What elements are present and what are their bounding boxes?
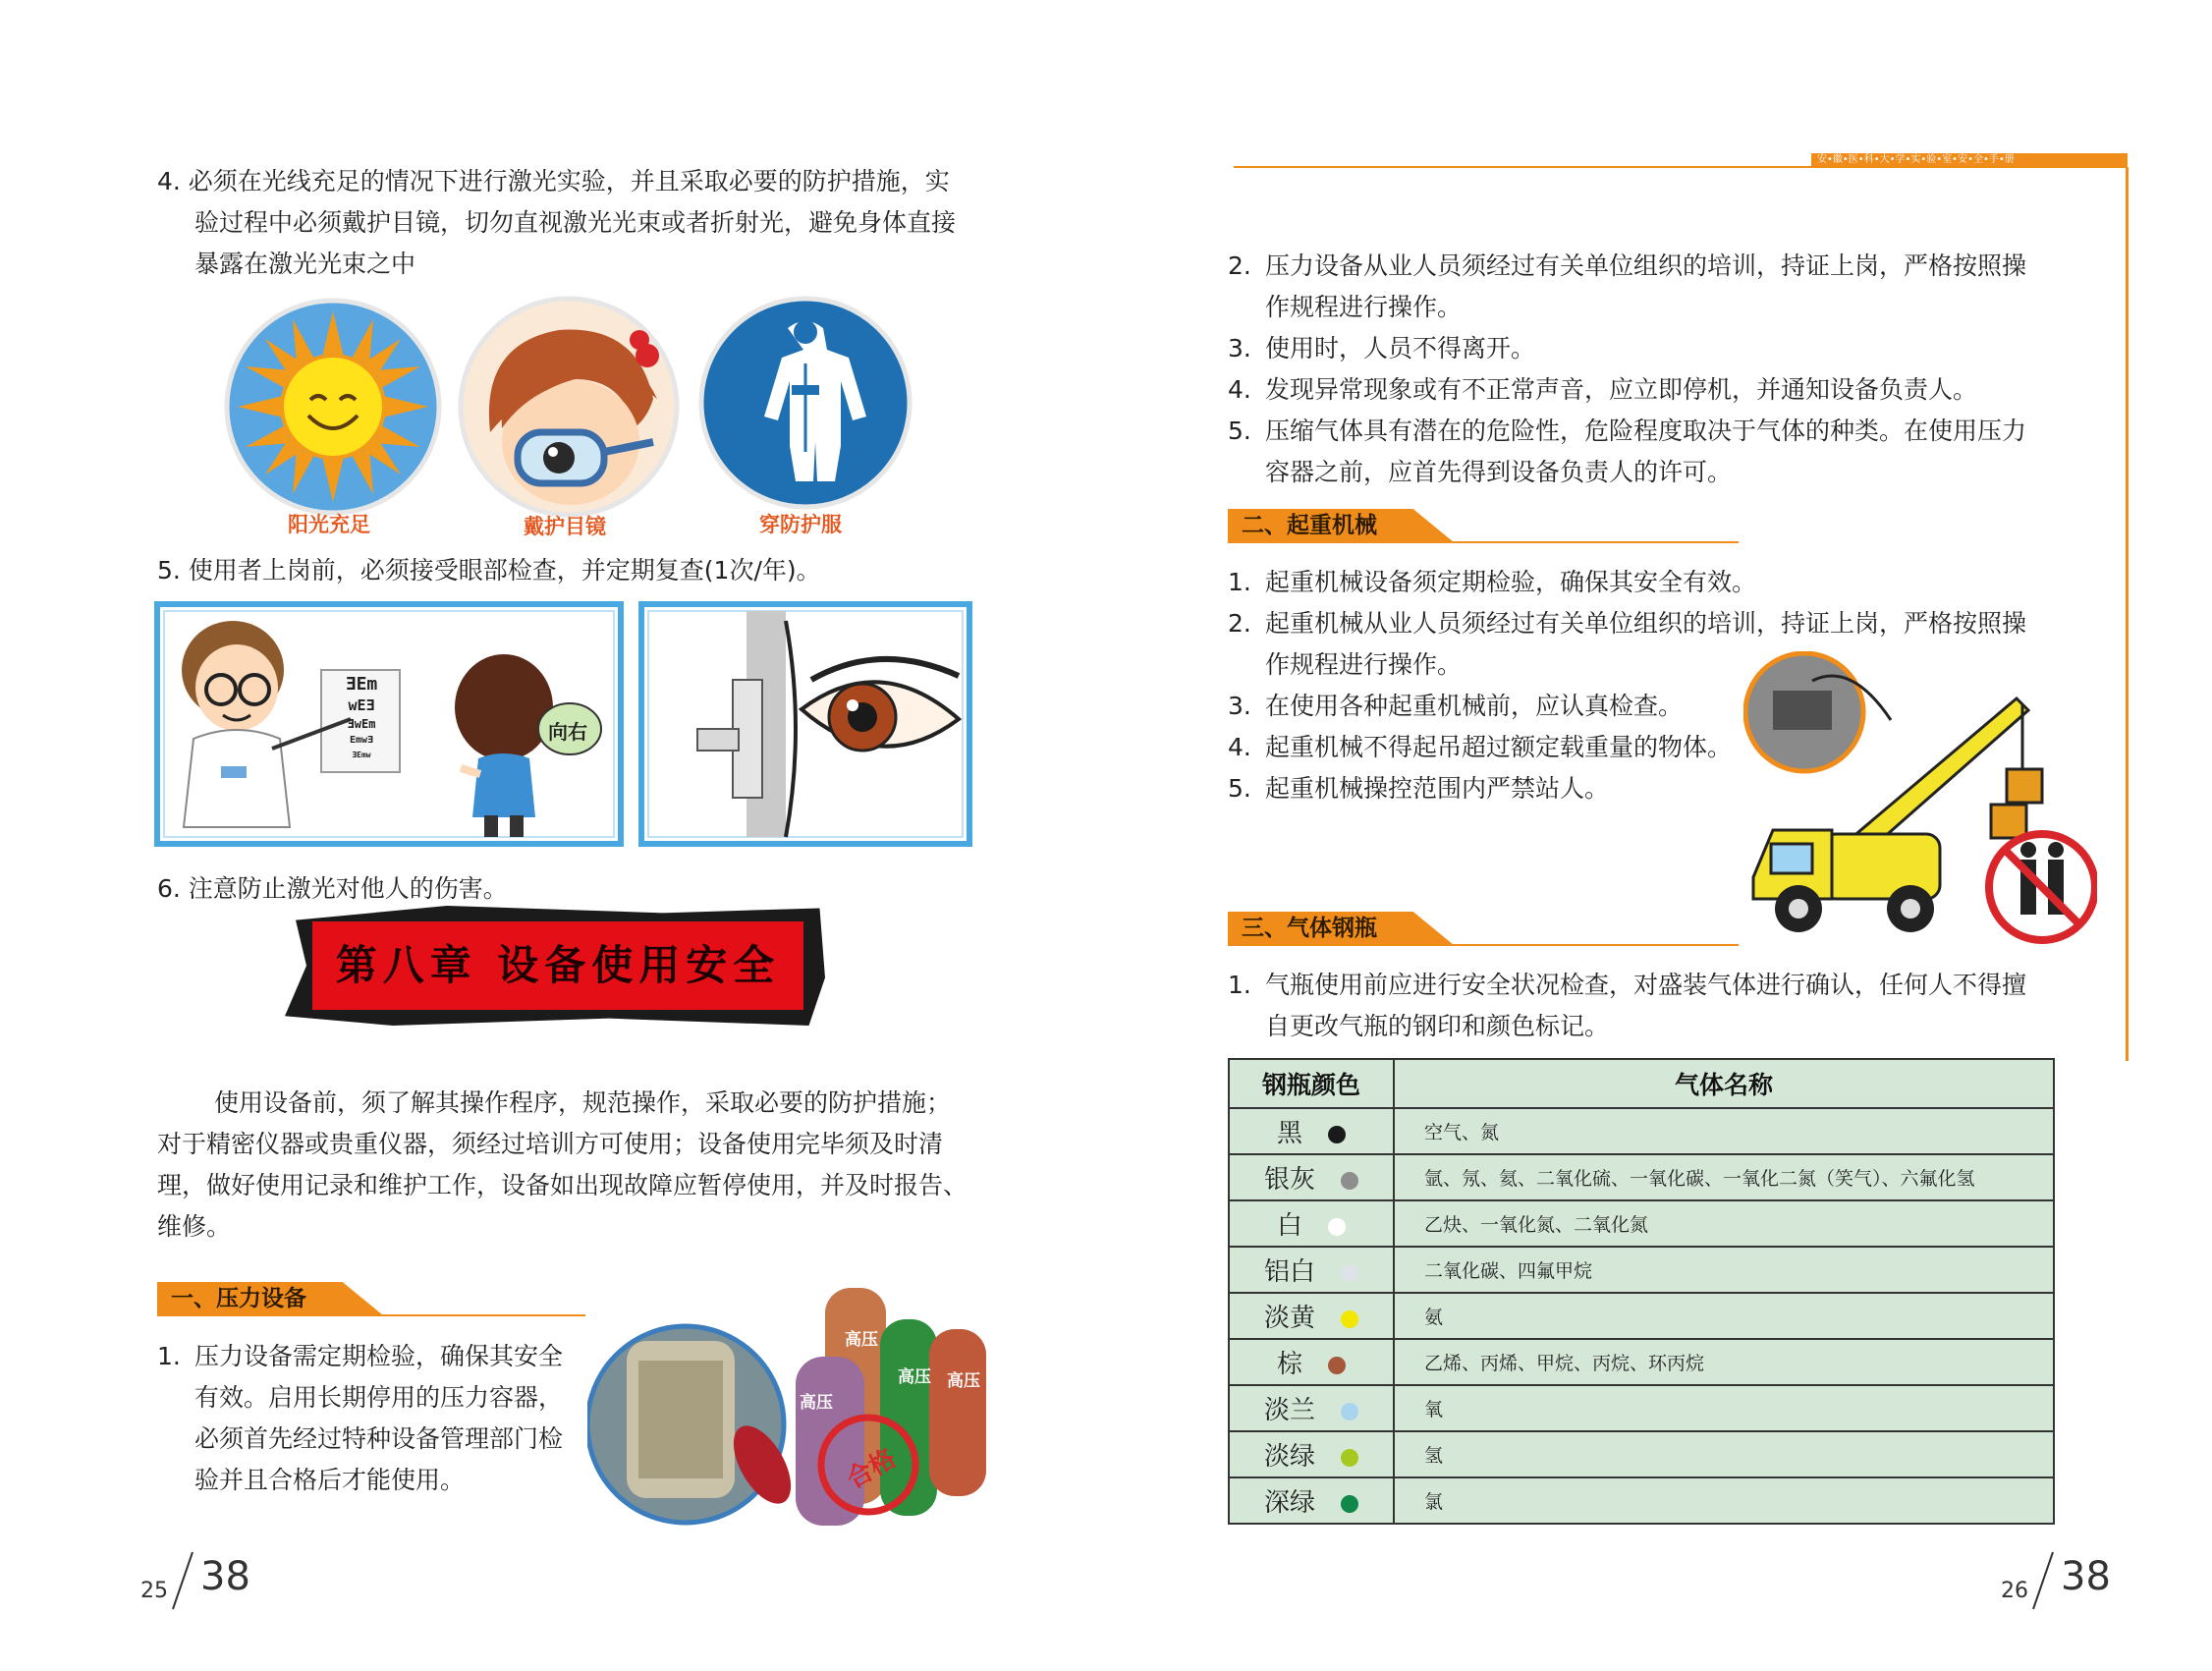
item-line: 自更改气瓶的钢印和颜色标记。 (1265, 1012, 1610, 1040)
laser-item-4-line1: 4. 必须在光线充足的情况下进行激光实验，并且采取必要的防护措施，实 (157, 167, 950, 195)
page-total-left: 38 (200, 1554, 250, 1599)
item-line: 压缩气体具有潜在的危险性，危险程度取决于气体的种类。在使用压力 (1265, 417, 2027, 445)
item-text (1265, 686, 1683, 727)
eye-chart-row: EmwƎ (349, 735, 374, 746)
item-line: 起重机械从业人员须经过有关单位组织的培训，持证上岗，严格按照操 (1265, 609, 2027, 638)
running-header-text: 安•徽•医•科•大•学•实•验•室•安•全•手•册 (1817, 154, 2015, 165)
color-swatch-icon (1328, 1126, 1346, 1143)
cylinder-color-name: 黑 (1276, 1119, 1302, 1148)
chapter-intro-line: 对于精密仪器或贵重仪器，须经过培训方可使用；设备使用完毕须及时清 (157, 1130, 944, 1158)
chapter-intro-line: 理，做好使用记录和维护工作，设备如出现故障应暂停使用，并及时报告、 (157, 1171, 968, 1199)
item-text (1265, 246, 2026, 328)
item-number: 2. (1228, 251, 1251, 280)
page-total-right: 38 (2061, 1554, 2111, 1599)
item-line: 验并且合格后才能使用。 (194, 1466, 466, 1494)
cylinder-color-name: 淡黄 (1263, 1304, 1315, 1333)
item-line: 有效。启用长期停用的压力容器， (194, 1383, 564, 1412)
eye-chart-row: wEƎ (348, 696, 375, 714)
cylinder-color-cell (1229, 1431, 1394, 1477)
section-header-rule (1228, 541, 1739, 543)
laser-item-6: 6. 注意防止激光对他人的伤害。 (157, 874, 508, 903)
item-number: 5. (1228, 417, 1251, 445)
item-line: 作规程进行操作。 (1265, 650, 1463, 679)
speech-bubble-text: 向右 (548, 720, 587, 744)
cylinder-color-name: 白 (1276, 1211, 1302, 1241)
table-header-row (1229, 1059, 2054, 1108)
eye-closeup-icon (638, 601, 972, 847)
gas-name-cell: 氩、氖、氦、二氧化硫、一氧化碳、一氧化二氮（笑气）、六氟化氢 (1394, 1154, 2054, 1200)
item-line: 必须首先经过特种设备管理部门检 (194, 1424, 564, 1453)
cylinder-color-cell (1229, 1200, 1394, 1247)
color-swatch-icon (1328, 1218, 1346, 1236)
column-header: 钢瓶颜色 (1229, 1059, 1394, 1108)
eye-chart-row: ƎEm (345, 674, 378, 695)
cylinder-label: 高压 (845, 1330, 878, 1350)
color-swatch-icon (1341, 1449, 1358, 1467)
sun-icon (224, 298, 442, 516)
laser-item-4-line3: 暴露在激光光束之中 (194, 250, 416, 278)
item-number: 3. (1228, 692, 1251, 720)
section-header-rule (157, 1314, 585, 1316)
cylinder-color-name: 铝白 (1263, 1257, 1315, 1287)
item-number: 5. (1228, 774, 1251, 803)
gas-name-cell: 氨 (1394, 1293, 2054, 1339)
item-text (1265, 328, 1535, 369)
table-row (1229, 1339, 2054, 1385)
crane-illustration (1743, 651, 2097, 951)
right-margin-rule (2126, 167, 2129, 1061)
table-row (1229, 1200, 2054, 1247)
section-header-pressure (157, 1282, 585, 1317)
color-swatch-icon (1341, 1264, 1358, 1282)
sun-caption: 阳光充足 (288, 513, 370, 536)
table-row (1229, 1154, 2054, 1200)
cylinder-label: 高压 (800, 1393, 833, 1413)
approval-stamp-text: 合格 (842, 1443, 902, 1495)
item-number: 2. (1228, 609, 1251, 638)
gas-name-cell: 氯 (1394, 1477, 2054, 1524)
gas-name-cell: 二氧化碳、四氟甲烷 (1394, 1247, 2054, 1293)
cylinder-color-cell (1229, 1293, 1394, 1339)
cylinder-color-cell (1229, 1477, 1394, 1524)
section-header-cylinders (1228, 912, 1739, 947)
cylinder-color-table (1228, 1058, 2055, 1525)
color-swatch-icon (1341, 1495, 1358, 1513)
cylinder-color-cell (1229, 1108, 1394, 1154)
item-text (1265, 369, 1977, 411)
cylinder-color-name: 淡绿 (1263, 1442, 1315, 1472)
table-row (1229, 1247, 2054, 1293)
page-number-slash (169, 1550, 194, 1611)
column-header: 气体名称 (1394, 1059, 2054, 1108)
section-header-crane (1228, 509, 1739, 544)
page-number-left: 25 (140, 1579, 168, 1603)
item-number: 3. (1228, 334, 1251, 362)
chapter-intro-line: 使用设备前，须了解其操作程序，规范操作，采取必要的防护措施； (214, 1088, 952, 1117)
item-line: 使用时，人员不得离开。 (1265, 334, 1536, 362)
gas-name-cell: 乙炔、一氧化氮、二氧化氮 (1394, 1200, 2054, 1247)
suit-caption: 穿防护服 (759, 513, 842, 536)
item-line: 作规程进行操作。 (1265, 293, 1463, 321)
item-line: 在使用各种起重机械前，应认真检查。 (1265, 692, 1684, 720)
item-number: 4. (1228, 375, 1251, 404)
page-number-slash (2029, 1550, 2055, 1611)
item-number: 1. (157, 1342, 181, 1370)
gas-name-cell: 氢 (1394, 1431, 2054, 1477)
laser-item-4 (157, 161, 1022, 285)
color-swatch-icon (1341, 1403, 1358, 1420)
sun-illustration (224, 298, 442, 516)
cylinder-color-cell (1229, 1247, 1394, 1293)
goggles-caption: 戴护目镜 (524, 515, 606, 538)
item-text (1265, 562, 1756, 603)
item-text (1265, 411, 2026, 493)
chapter-intro-line: 维修。 (157, 1212, 232, 1241)
gas-name-cell: 空气、氮 (1394, 1108, 2054, 1154)
item-line: 起重机械操控范围内严禁站人。 (1265, 774, 1610, 803)
item-line: 压力设备需定期检验，确保其安全 (194, 1342, 564, 1370)
crane-truck-icon (1743, 651, 2097, 951)
eye-exam-closeup-panel (638, 601, 972, 847)
eye-exam-item-5: 5. 使用者上岗前，必须接受眼部检查，并定期复查(1次/年)。 (157, 556, 821, 585)
color-swatch-icon (1341, 1172, 1358, 1190)
table-row (1229, 1477, 2054, 1524)
item-number: 4. (1228, 733, 1251, 761)
item-text (1265, 727, 1732, 768)
laser-item-4-line2: 验过程中必须戴护目镜，切勿直视激光光束或者折射光，避免身体直接 (194, 208, 957, 237)
table-row (1229, 1385, 2054, 1431)
protective-suit-icon (697, 295, 913, 511)
item-line: 气瓶使用前应进行安全状况检查，对盛装气体进行确认，任何人不得擅 (1265, 971, 2027, 999)
gas-cylinders-icon (587, 1282, 1000, 1532)
eye-chart-rows (327, 674, 396, 762)
item-number: 1. (1228, 971, 1251, 999)
item-line: 起重机械不得起吊超过额定载重量的物体。 (1265, 733, 1733, 761)
cylinder-color-name: 淡兰 (1263, 1396, 1315, 1425)
goggles-icon (457, 295, 681, 519)
cylinder-color-name: 银灰 (1263, 1165, 1315, 1195)
item-line: 起重机械设备须定期检验，确保其安全有效。 (1265, 568, 1757, 596)
eye-chart-row: ƎEmw (352, 751, 371, 759)
cylinder-label: 高压 (898, 1367, 931, 1387)
page-number-right: 26 (2001, 1579, 2028, 1603)
item-text (1265, 768, 1609, 809)
section-title: 一、压力设备 (171, 1286, 306, 1311)
cylinder-color-name: 深绿 (1263, 1488, 1315, 1518)
item-number: 1. (1228, 568, 1251, 596)
item-text (1265, 965, 2026, 1047)
table-row (1229, 1108, 2054, 1154)
cylinder-color-name: 棕 (1276, 1350, 1302, 1379)
eye-exam-doctor-panel (154, 601, 624, 847)
gas-name-cell: 乙烯、丙烯、甲烷、丙烷、环丙烷 (1394, 1339, 2054, 1385)
gas-name-cell: 氧 (1394, 1385, 2054, 1431)
chapter-title: 第八章 设备使用安全 (335, 941, 781, 989)
item-line: 发现异常现象或有不正常声音，应立即停机，并通知设备负责人。 (1265, 375, 1978, 404)
color-swatch-icon (1328, 1357, 1346, 1374)
cylinder-color-cell (1229, 1339, 1394, 1385)
item-line: 容器之前，应首先得到设备负责人的许可。 (1265, 458, 1733, 486)
section-header-rule (1228, 944, 1739, 946)
item-text (194, 1336, 597, 1501)
item-line: 压力设备从业人员须经过有关单位组织的培训，持证上岗，严格按照操 (1265, 251, 2027, 280)
section-title: 二、起重机械 (1242, 513, 1377, 538)
chapter-intro (157, 1083, 1022, 1248)
eye-chart-row: ƎwEm (347, 717, 376, 731)
color-swatch-icon (1341, 1310, 1358, 1328)
section-title: 三、气体钢瓶 (1242, 916, 1377, 941)
cylinder-label: 高压 (947, 1371, 980, 1391)
protective-suit-illustration (697, 295, 913, 511)
table-row (1229, 1293, 2054, 1339)
cylinder-color-cell (1229, 1385, 1394, 1431)
pressure-vessels-illustration (587, 1282, 1000, 1532)
table-row (1229, 1431, 2054, 1477)
cylinder-color-cell (1229, 1154, 1394, 1200)
goggles-illustration (457, 295, 681, 519)
